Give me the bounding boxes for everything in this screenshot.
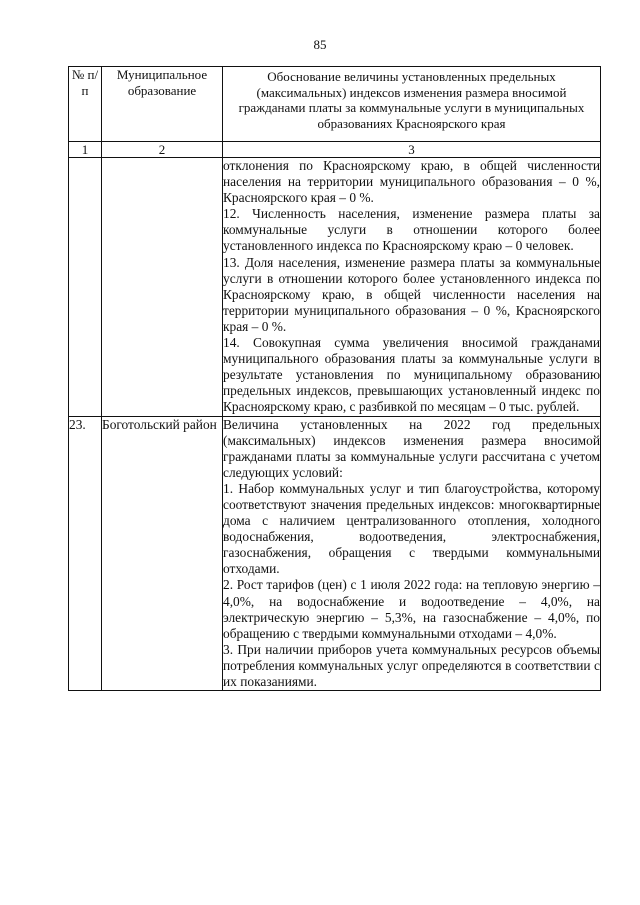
column-number-1: 1 xyxy=(69,142,102,158)
row-justification xyxy=(223,158,601,417)
paragraph: 3. При наличии приборов учета коммунальных ресурсов объемы потребления коммунальных услуг определяются в соответствии с их показаниями. xyxy=(223,641,600,689)
table-row xyxy=(69,416,601,691)
paragraph: 14. Совокупная сумма увеличения вносимой гражданами муниципального образования платы за коммунальные услуги в результате установления по муниципальному образованию предельных индексов, превышающих установленный индекс по Красноярскому краю, с разбивкой по месяцам – 0 тыс. рублей. xyxy=(223,335,600,415)
header-municipality: Муниципальное образование xyxy=(102,67,223,142)
header-num: № п/п xyxy=(69,67,102,142)
page-number: 85 xyxy=(313,37,327,52)
column-number-row xyxy=(69,142,601,158)
row-num xyxy=(69,158,102,417)
paragraph: 13. Доля населения, изменение размера платы за коммунальные услуги в отношении которого более установленного индекса по Красноярскому краю, в общей численности населения на территории муниципального образования – 0 %, Красноярского края – 0 %. xyxy=(223,254,600,334)
column-number-3: 3 xyxy=(223,142,601,158)
row-municipality xyxy=(102,158,223,417)
column-number-2: 2 xyxy=(102,142,223,158)
paragraph: 2. Рост тарифов (цен) с 1 июля 2022 года: на тепловую энергию – 4,0%, на водоснабжение и водоотведение – 4,0%, на электрическую энергию – 5,3%, на газоснабжение – 4,0%, по обращению с твердыми коммунальными отходами – 4,0%. xyxy=(223,577,600,641)
row-justification xyxy=(223,416,601,691)
paragraph: 1. Набор коммунальных услуг и тип благоустройства, которому соответствуют значения предельных индексов: многоквартирные дома с наличием централизованного отопления, холодного водоснабжения, водоотведения, электроснабжения, газоснабжения, обращения с твердыми коммунальными отходами. xyxy=(223,480,600,577)
index-justification-table xyxy=(68,66,601,691)
row-num: 23. xyxy=(69,416,102,691)
table-row xyxy=(69,158,601,417)
header-justification: Обоснование величины установленных предельных (максимальных) индексов изменения размера вносимой гражданами платы за коммунальные услуги в муниципальных образованиях Красноярского края xyxy=(223,67,601,142)
paragraph: Величина установленных на 2022 год предельных (максимальных) индексов изменения размера вносимой гражданами платы за коммунальные услуги рассчитана с учетом следующих условий: xyxy=(223,416,600,480)
paragraph: 12. Численность населения, изменение размера платы за коммунальные услуги в отношении которого более установленного индекса по Красноярскому краю – 0 человек. xyxy=(223,206,600,254)
table-header-row xyxy=(69,67,601,142)
paragraph: отклонения по Красноярскому краю, в общей численности населения на территории муниципального образования – 0 %, Красноярского края – 0 %. xyxy=(223,158,600,206)
row-municipality: Боготольский район xyxy=(102,416,223,691)
